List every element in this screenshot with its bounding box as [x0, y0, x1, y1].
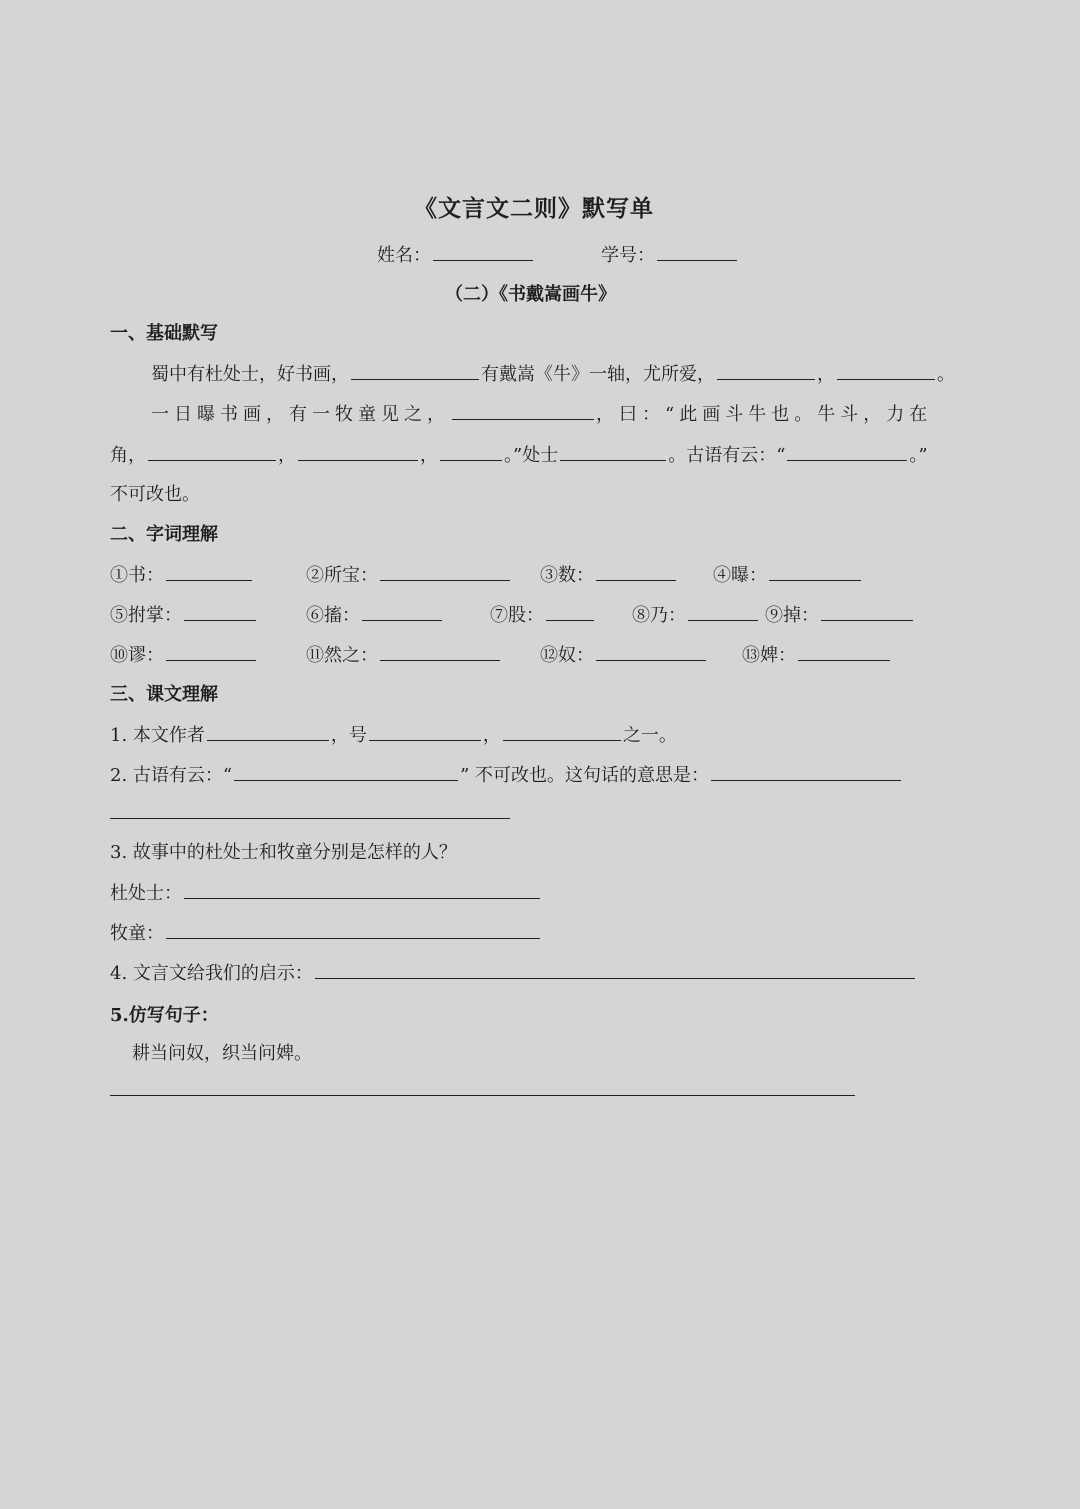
vocab-label: ⑦股：	[490, 605, 544, 626]
text-segment: ，曰：“此画斗牛也。牛斗，力在	[596, 404, 933, 425]
blank[interactable]	[787, 440, 907, 461]
blank[interactable]	[380, 560, 510, 581]
blank[interactable]	[596, 560, 676, 581]
text-segment: 角，	[110, 445, 146, 466]
vocab-label: ⑪然之：	[306, 645, 378, 666]
text-segment: 牧童：	[110, 923, 164, 944]
vocab-label: ⑧乃：	[632, 605, 686, 626]
blank[interactable]	[380, 640, 500, 661]
question-3-mu	[110, 918, 542, 945]
student-id-blank[interactable]	[657, 240, 737, 261]
blank[interactable]	[362, 600, 442, 621]
vocab-label: ⑨掉：	[765, 605, 819, 626]
blank[interactable]	[798, 640, 890, 661]
text-segment: ，	[817, 364, 835, 385]
question-5: 5.仿写句子：	[110, 1005, 219, 1026]
name-field	[377, 240, 535, 267]
blank[interactable]	[166, 918, 540, 939]
text-segment: 一日曝书画，有一牧童见之，	[151, 404, 450, 425]
text-segment: ，	[420, 445, 438, 466]
vocab-label: ⑫奴：	[540, 645, 594, 666]
blank[interactable]	[184, 878, 540, 899]
blank[interactable]	[148, 440, 276, 461]
vocab-label: ⑩谬：	[110, 645, 164, 666]
vocab-item	[306, 600, 444, 627]
vocab-label: ⑬婢：	[742, 645, 796, 666]
dictation-line-1	[151, 359, 955, 386]
text-segment: 1. 本文作者	[110, 725, 205, 746]
section2-heading: 二、字词理解	[110, 524, 218, 545]
vocab-item	[540, 560, 678, 587]
vocab-item	[110, 560, 254, 587]
text-segment: ” 不可改也。这句话的意思是：	[460, 765, 710, 786]
vocab-item	[765, 600, 915, 627]
vocab-item	[306, 560, 512, 587]
vocab-item	[110, 600, 258, 627]
vocab-item	[632, 600, 760, 627]
text-segment: 。古语有云：“	[668, 445, 786, 466]
blank[interactable]	[298, 440, 418, 461]
blank[interactable]	[837, 359, 935, 380]
text-segment: 2. 古语有云：“	[110, 765, 233, 786]
blank[interactable]	[769, 560, 861, 581]
blank[interactable]	[711, 760, 901, 781]
question-3-du	[110, 878, 542, 905]
answer-line[interactable]	[110, 1095, 855, 1096]
section3-heading: 三、课文理解	[110, 684, 218, 705]
text-segment: 之一。	[622, 725, 677, 746]
vocab-item	[110, 640, 258, 667]
question-1	[110, 720, 677, 747]
blank[interactable]	[315, 958, 915, 979]
text-segment: ，	[278, 445, 296, 466]
text-segment: 。”处士	[504, 445, 559, 466]
text-segment: ，	[482, 725, 501, 746]
subtitle: （二）《书戴嵩画牛》	[445, 284, 616, 305]
vocab-item	[490, 600, 596, 627]
vocab-label: ②所宝：	[306, 565, 378, 586]
question-5-example: 耕当问奴，织当问婢。	[132, 1043, 312, 1064]
blank[interactable]	[560, 440, 666, 461]
blank[interactable]	[452, 399, 594, 420]
vocab-item	[540, 640, 708, 667]
dictation-line-4: 不可改也。	[110, 484, 200, 505]
blank[interactable]	[717, 359, 815, 380]
vocab-item	[306, 640, 502, 667]
page-title: 《文言文二则》默写单	[414, 195, 654, 222]
question-4	[110, 958, 917, 985]
text-segment: ，号	[330, 725, 367, 746]
vocab-label: ⑥搐：	[306, 605, 360, 626]
blank[interactable]	[184, 600, 256, 621]
blank[interactable]	[166, 640, 256, 661]
blank[interactable]	[440, 440, 502, 461]
text-segment: 。”	[909, 445, 928, 466]
name-blank[interactable]	[433, 240, 533, 261]
text-segment: 4. 文言文给我们的启示：	[110, 963, 313, 984]
blank[interactable]	[821, 600, 913, 621]
blank[interactable]	[688, 600, 758, 621]
blank[interactable]	[207, 720, 329, 741]
blank[interactable]	[503, 720, 621, 741]
name-label: 姓名：	[377, 245, 431, 266]
dictation-line-3	[110, 440, 928, 467]
blank[interactable]	[546, 600, 594, 621]
vocab-label: ⑤拊掌：	[110, 605, 182, 626]
blank[interactable]	[234, 760, 458, 781]
text-segment: 杜处士：	[110, 883, 182, 904]
text-segment: 蜀中有杜处士，好书画，	[151, 364, 349, 385]
text-segment: 。	[937, 364, 955, 385]
vocab-label: ①书：	[110, 565, 164, 586]
blank[interactable]	[596, 640, 706, 661]
blank[interactable]	[351, 359, 479, 380]
vocab-label: ③数：	[540, 565, 594, 586]
section1-heading: 一、基础默写	[110, 323, 218, 344]
text-segment: 有戴嵩《牛》一轴，尤所爱，	[481, 364, 715, 385]
question-3: 3. 故事中的杜处士和牧童分别是怎样的人？	[110, 842, 457, 863]
blank[interactable]	[166, 560, 252, 581]
vocab-label: ④曝：	[713, 565, 767, 586]
vocab-item	[742, 640, 892, 667]
blank[interactable]	[369, 720, 481, 741]
dictation-line-2	[151, 399, 932, 426]
vocab-item	[713, 560, 863, 587]
student-id-field	[601, 240, 739, 267]
student-id-label: 学号：	[601, 245, 655, 266]
question-2	[110, 760, 903, 787]
answer-line[interactable]	[110, 818, 510, 819]
